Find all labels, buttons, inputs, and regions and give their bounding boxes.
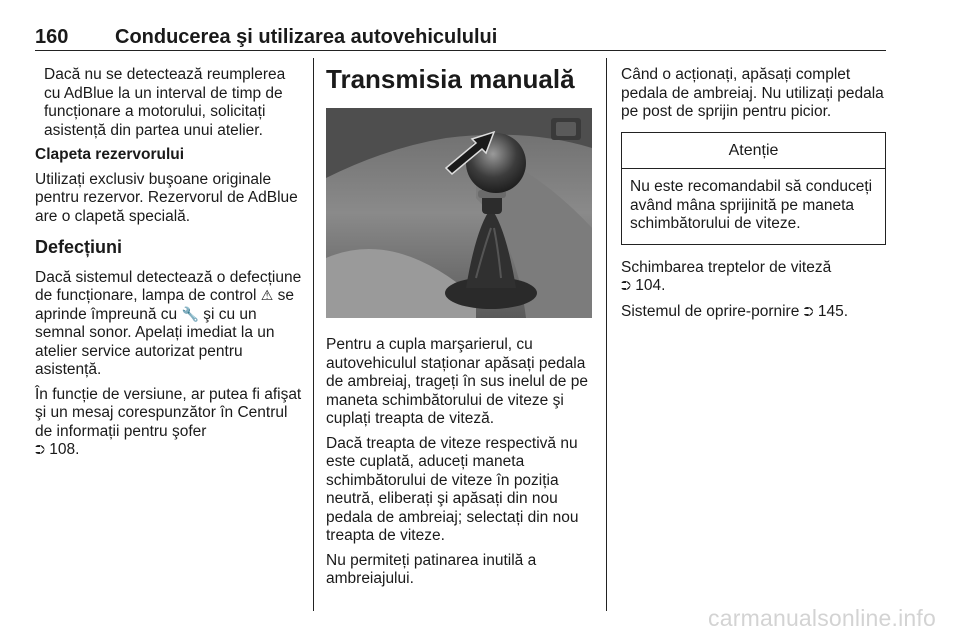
fluid-warning-lamp-icon: ⚠ — [260, 288, 274, 304]
version-text-body: În funcție de versiune, ar putea fi afişat şi un mesaj corespunzător în Centrul de informații pentru şofer — [35, 385, 302, 440]
version-text — [35, 386, 303, 461]
warning-title: Atenție — [622, 133, 885, 170]
filler-cap-heading: Clapeta rezervorului — [35, 146, 185, 163]
warning-text: Nu este recomandabil să conduceți având mâna sprijinită pe maneta schimbătorului de viteze. — [630, 178, 873, 232]
chapter-title: Conducerea şi utilizarea autovehiculului — [115, 26, 498, 48]
column-3 — [621, 66, 886, 328]
wrench-icon: 🔧 — [181, 306, 199, 323]
page-number: 160 — [35, 26, 69, 48]
clutch-slip-text: Nu permiteți patinarea inutilă a ambreiajului. — [326, 551, 537, 587]
column-1 — [35, 66, 303, 467]
stop-start-ref: 145. — [817, 302, 849, 320]
version-ref: 108. — [49, 441, 80, 458]
reference-arrow-icon: ⮊ — [35, 443, 45, 458]
faults-text-part1: Dacă sistemul detectează o defecțiune de funcționare, lampa de control — [35, 268, 302, 304]
stop-start-text: Sistemul de oprire-pornire — [621, 302, 800, 320]
gear-not-engaged-text: Dacă treapta de viteze respectivă nu este cuplată, aduceți maneta schimbătorului de viteze în poziția neutră, eliberați şi apăsați din nou pedala de ambreiaj; selectați din nou treapta de viteze. — [326, 434, 579, 544]
section-title: Transmisia manuală — [326, 64, 575, 94]
adblue-refill-text: Dacă nu se detectează reumplerea cu AdBlue la un interval de timp de funcționare a motorului, solicitați asistență din partea unui atelier. — [44, 66, 286, 139]
filler-cap-text: Utilizați exclusiv buşoane originale pentru rezervor. Rezervorul de AdBlue are o clapetă specială. — [35, 170, 298, 225]
stop-start-link — [621, 303, 886, 323]
header-rule — [35, 50, 886, 51]
reverse-gear-text: Pentru a cupla marşarierul, cu autovehiculul staționar apăsați pedala de ambreiaj, trageți în sus inelul de pe maneta schimbătorului de viteze şi cuplați treapta de viteză. — [326, 336, 588, 427]
faults-heading: Defecțiuni — [35, 237, 123, 257]
column-divider-2 — [606, 58, 607, 611]
gear-change-ref: 104. — [635, 277, 666, 294]
column-2 — [326, 64, 596, 595]
clutch-pedal-text: Când o acționați, apăsați complet pedala de ambreiaj. Nu utilizați pedala pe post de sprijin pentru picior. — [621, 66, 884, 120]
faults-text-part3: şi cu un semnal sonor. Apelați imediat la un atelier service autorizat pentru asistență. — [35, 305, 275, 378]
gear-change-text: Schimbarea treptelor de viteză — [621, 258, 832, 276]
gear-change-link — [621, 259, 886, 297]
reference-arrow-icon: ⮊ — [803, 304, 814, 320]
faults-text — [35, 269, 303, 380]
warning-box — [621, 132, 886, 245]
gear-lever-photo — [326, 108, 592, 318]
reference-arrow-icon: ⮊ — [621, 279, 631, 294]
watermark: carmanualsonline.info — [708, 605, 936, 631]
column-divider-1 — [313, 58, 314, 611]
faults-text-part2: se aprinde împreună cu — [35, 287, 295, 323]
